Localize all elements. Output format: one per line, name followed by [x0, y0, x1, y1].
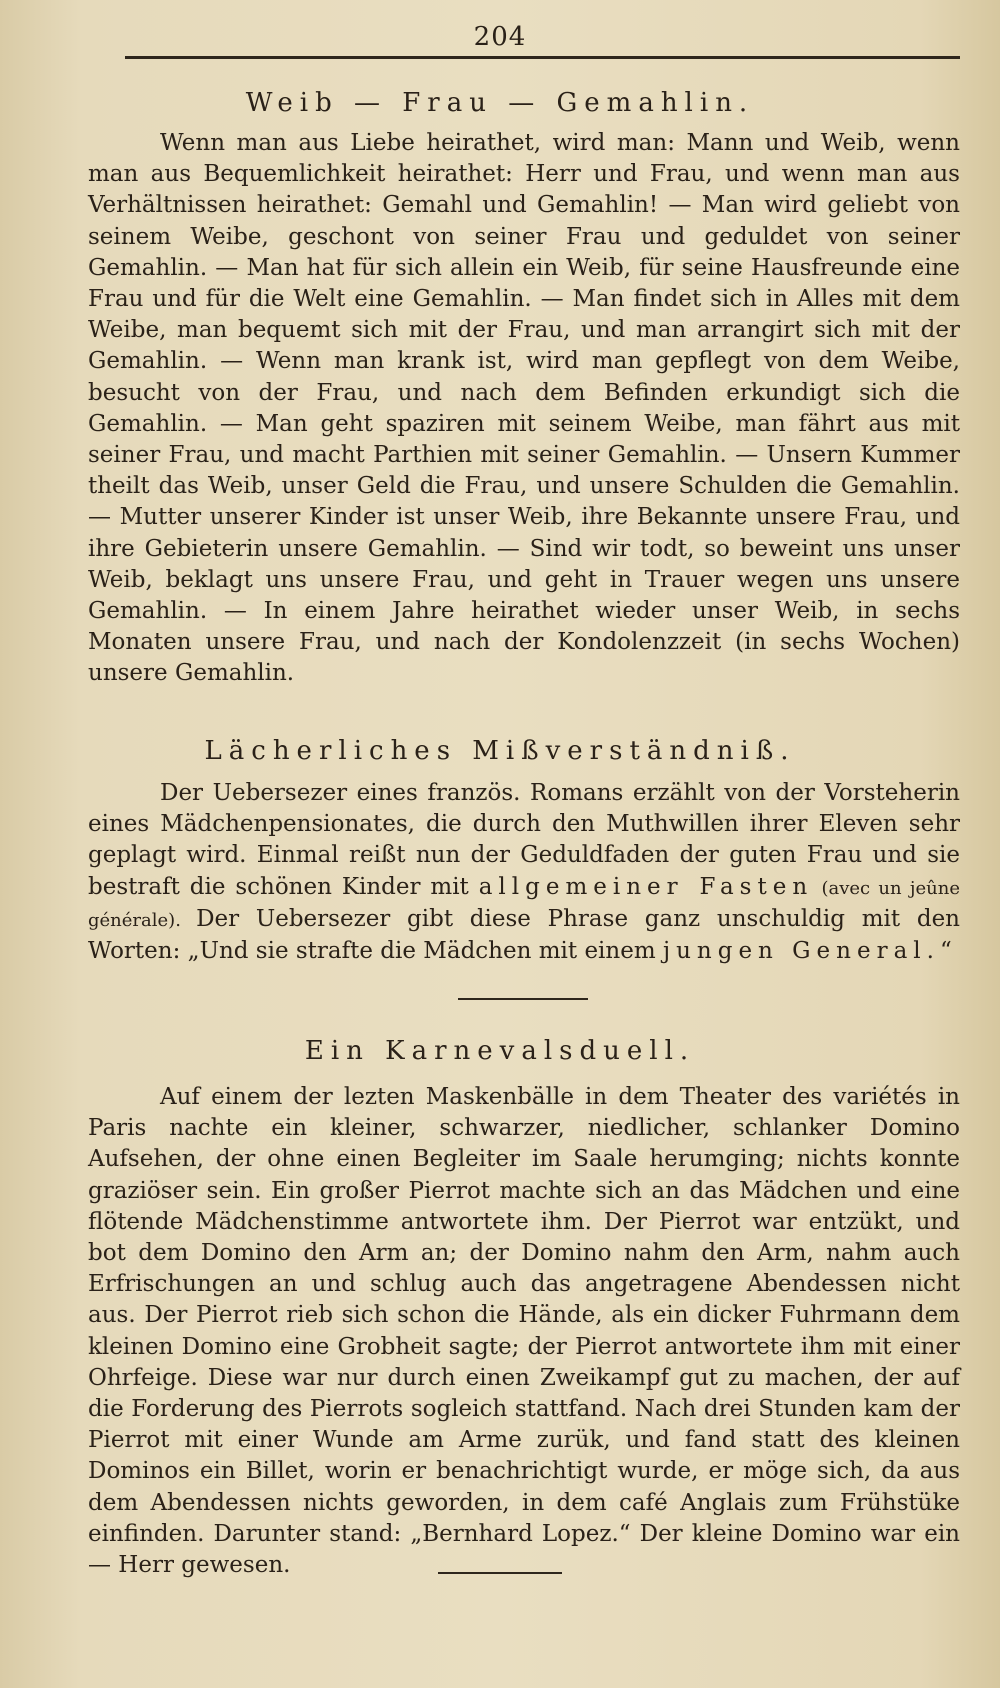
page-number: 204	[473, 22, 527, 52]
paragraph-text-part: Der Uebersezer gibt diese Phrase ganz unschuldig mit den Worten: „Und sie strafte die Mädchen mit einem	[88, 905, 960, 965]
emphasized-phrase: jungen General.	[662, 938, 940, 965]
section-paragraph-karnevalsduell: Auf einem der lezten Maskenbälle in dem Theater des variétés in Paris nachte ein kleiner, schwarzer, niedlicher, schlanker Domino Aufsehen, der ohne einen Begleiter im Saale herumging; nichts konnte graziöser sein. Ein großer Pierrot machte sich an das Mädchen und eine flötende Mädchenstimme antwortete ihm. Der Pierrot war entzükt, und bot dem Domino den Arm an; der Domino nahm den Arm, nahm auch Erfrischungen an und schlug auch das angetragene Abendessen nicht aus. Der Pierrot rieb sich schon die Hände, als ein dicker Fuhrmann dem kleinen Domino eine Grobheit sagte; der Pierrot antwortete ihm mit einer Ohrfeige. Diese war nur durch einen Zweikampf gut zu machen, der auf die Forderung des Pierrots sogleich stattfand. Nach drei Stunden kam der Pierrot mit einer Wunde am Arme zurük, und fand statt des kleinen Dominos ein Billet, worin er benachrichtigt wurde, er möge sich, da aus dem Abendessen nichts geworden, in dem café Anglais zum Frühstüke einfinden. Darunter stand: „Bernhard Lopez.“ Der kleine Domino war ein — Herr gewesen.	[88, 1084, 960, 1579]
section-paragraph-missverstaendniss	[88, 778, 960, 967]
header-rule	[125, 56, 960, 59]
paragraph-text-part: Der Uebersezer eines französ. Romans erzählt von der Vorsteherin eines Mädchenpensionates, die durch den Muthwillen ihrer Eleven sehr geplagt wird. Einmal reißt nun der Geduldfaden der guten Frau und sie bestraft die schönen Kinder mit	[88, 780, 960, 900]
section-separator	[458, 998, 588, 1000]
emphasized-phrase: allgemeiner Fasten	[478, 873, 814, 900]
section-title-weib-frau-gemahlin: Weib — Frau — Gemahlin.	[245, 88, 755, 118]
section-separator	[438, 1572, 562, 1574]
french-phrase: (avec un jeûne générale).	[88, 877, 960, 931]
section-paragraph-weib-frau-gemahlin: Wenn man aus Liebe heirathet, wird man: Mann und Weib, wenn man aus Bequemlichkeit heirathet: Herr und Frau, und wenn man aus Verhältnissen heirathet: Gemahl und Gemahlin! — Man wird geliebt von seinem Weibe, geschont von seiner Frau und geduldet von seiner Gemahlin. — Man hat für sich allein ein Weib, für seine Hausfreunde eine Frau und für die Welt eine Gemahlin. — Man findet sich in Alles mit dem Weibe, man bequemt sich mit der Frau, und man arrangirt sich mit der Gemahlin. — Wenn man krank ist, wird man gepflegt von dem Weibe, besucht von der Frau, und nach dem Befinden erkundigt sich die Gemahlin. — Man geht spaziren mit seinem Weibe, man fährt aus mit seiner Frau, und macht Parthien mit seiner Gemahlin. — Unsern Kummer theilt das Weib, unser Geld die Frau, und unsere Schulden die Gemahlin. — Mutter unserer Kinder ist unser Weib, ihre Bekannte unsere Frau, und ihre Gebieterin unsere Gemahlin. — Sind wir todt, so beweint uns unser Weib, beklagt uns unsere Frau, und geht in Trauer wegen uns unsere Gemahlin. — In einem Jahre heirathet wieder unser Weib, in sechs Monaten unsere Frau, und nach der Kondolenzzeit (in sechs Wochen) unsere Gemahlin.	[88, 130, 960, 687]
section-title-karnevalsduell: Ein Karnevalsduell.	[304, 1036, 696, 1066]
section-title-missverstaendniss: Lächerliches Mißverständniß.	[204, 736, 796, 766]
paragraph-text-part: “	[939, 938, 952, 965]
